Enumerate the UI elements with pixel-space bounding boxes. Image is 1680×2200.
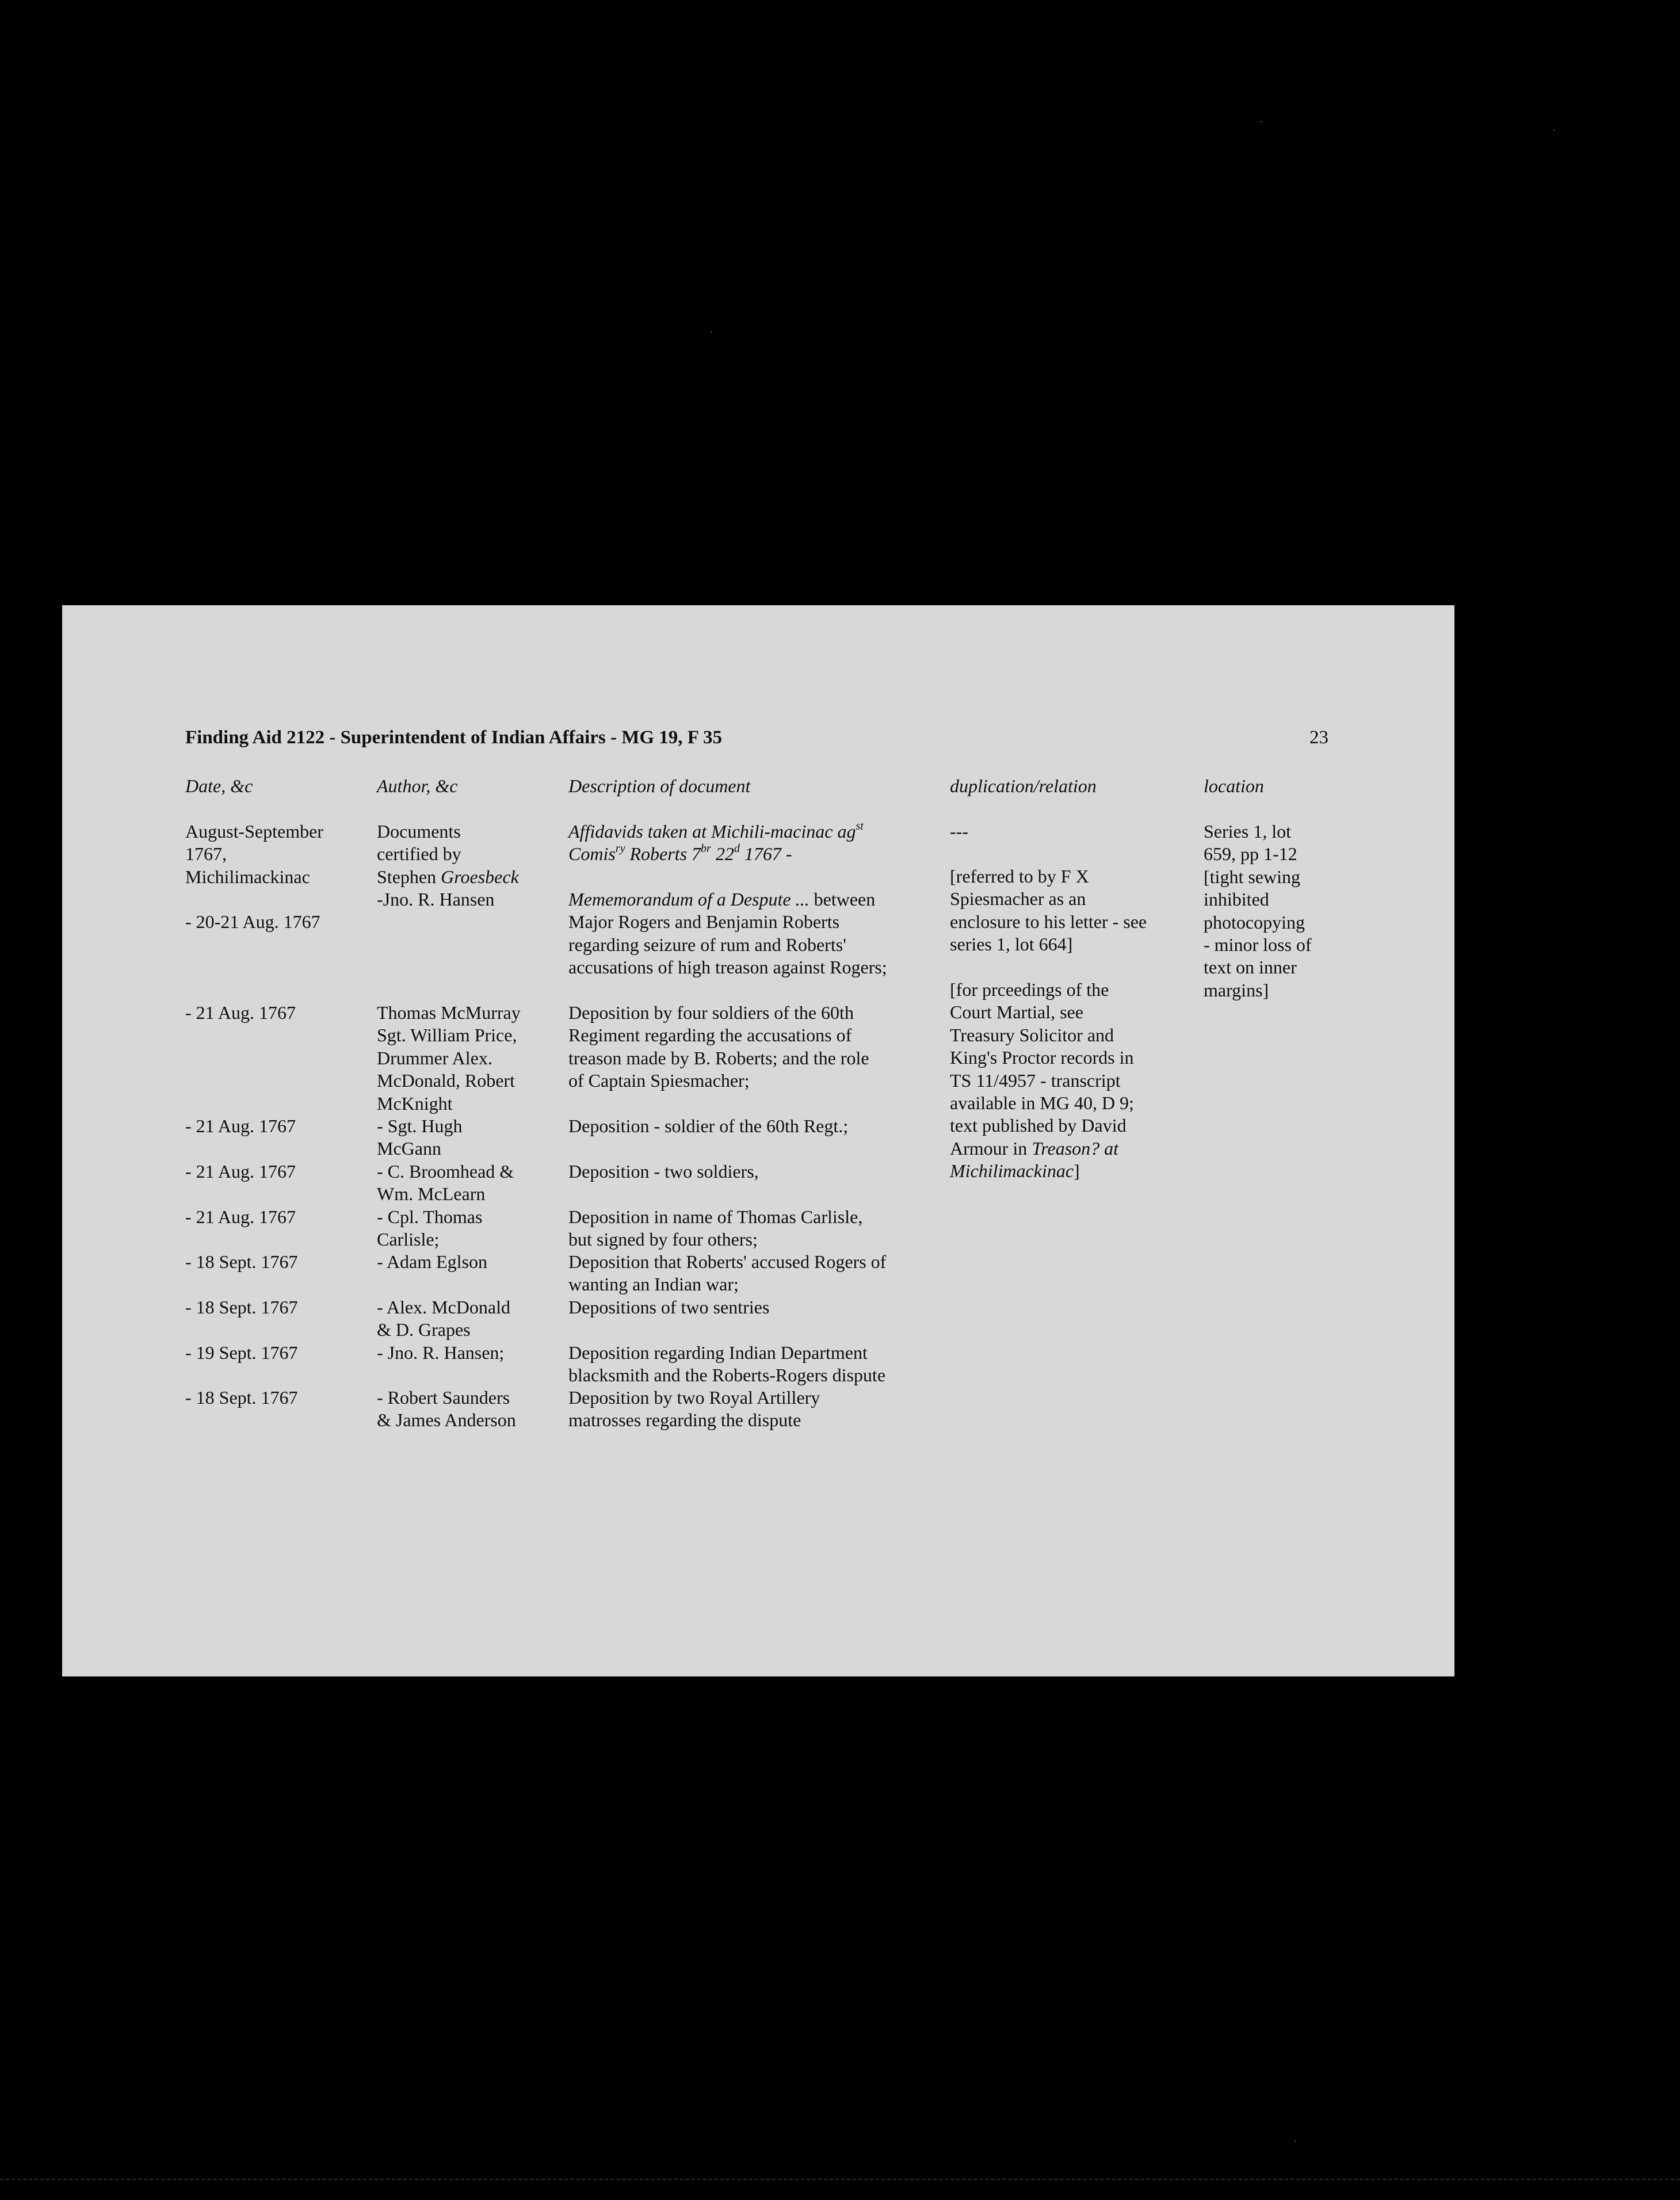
row-date: - 21 Aug. 1767 [185,1116,296,1136]
row-description: Deposition by four soldiers of the 60th Regiment regarding the accusations of treason made by B. Roberts; and the role of Captain Spiesmacher; [568,1002,869,1091]
column-header-description: Description of document [568,776,751,796]
row-description: Depositions of two sentries [568,1297,770,1317]
column-header-duplication: duplication/relation [950,776,1097,796]
row-date: - 18 Sept. 1767 [185,1387,298,1408]
page-number: 23 [1309,727,1328,748]
row-description: Deposition by two Royal Artillery matrosses regarding the dispute [568,1387,820,1431]
row-author: - Adam Eglson [377,1251,487,1272]
row-description: Deposition in name of Thomas Carlisle, but signed by four others; [568,1206,863,1250]
dust-speck [1295,2140,1296,2142]
dust-speck [1260,121,1262,123]
page-title: Finding Aid 2122 - Superintendent of Indian Affairs - MG 19, F 35 [185,727,722,748]
row-date: - 20-21 Aug. 1767 [185,911,320,932]
dust-speck [711,331,712,333]
row-author: - Sgt. Hugh McGann [377,1116,463,1159]
row-author: - Alex. McDonald & D. Grapes [377,1297,510,1340]
duplication-reference-court-martial: [for prceedings of the Court Martial, see Treasury Solicitor and King's Proctor records in TS 11/4957 - transcript available in MG 40, D 9; text published by David Armour in Treason? at Michilimackinac] [950,979,1134,1182]
row-description: Deposition - soldier of the 60th Regt.; [568,1116,849,1136]
film-edge-line [0,2179,1680,2181]
column-header-author: Author, &c [377,776,458,796]
row-date: - 21 Aug. 1767 [185,1002,296,1023]
document-page [62,605,1454,1676]
row-date: - 18 Sept. 1767 [185,1297,298,1317]
row-date: - 19 Sept. 1767 [185,1342,298,1363]
row-description: Deposition that Roberts' accused Rogers of wanting an Indian war; [568,1251,887,1295]
row-date: - 18 Sept. 1767 [185,1251,298,1272]
row-description: Deposition - two soldiers, [568,1161,759,1182]
row-author: Documents certified by Stephen Groesbeck -Jno. R. Hansen [377,821,519,910]
column-header-date: Date, &c [185,776,253,796]
location-note: Series 1, lot 659, pp 1-12 [tight sewing inhibited photocopying - minor loss of text on inner margins] [1204,821,1312,1000]
duplication-reference-letter: [referred to by F X Spiesmacher as an enclosure to his letter - see series 1, lot 664] [950,866,1147,955]
row-date: - 21 Aug. 1767 [185,1206,296,1227]
row-date: - 21 Aug. 1767 [185,1161,296,1182]
row-author: - Cpl. Thomas Carlisle; [377,1206,483,1250]
row-author: - C. Broomhead & Wm. McLearn [377,1161,514,1205]
row-description: Affidavids taken at Michili-macinac $ag^{st}$ Comis$^{ry}$ Roberts $7^{br}$ 22$^d$ 1767 - [568,820,864,865]
duplication-dashes: --- [950,821,968,842]
row-author: Thomas McMurray Sgt. William Price, Drummer Alex. McDonald, Robert McKnight [377,1002,521,1114]
row-author: - Robert Saunders & James Anderson [377,1387,516,1431]
row-description: Deposition regarding Indian Department blacksmith and the Roberts-Rogers dispute [568,1342,886,1386]
column-header-location: location [1204,776,1264,796]
row-author: - Jno. R. Hansen; [377,1342,505,1363]
row-date: August-September 1767, Michilimackinac [185,821,323,887]
dust-speck [1553,129,1555,131]
row-description: Mememorandum of a Despute ... between Major Rogers and Benjamin Roberts regarding seizure of rum and Roberts' accusations of high treason against Rogers; [568,889,887,978]
